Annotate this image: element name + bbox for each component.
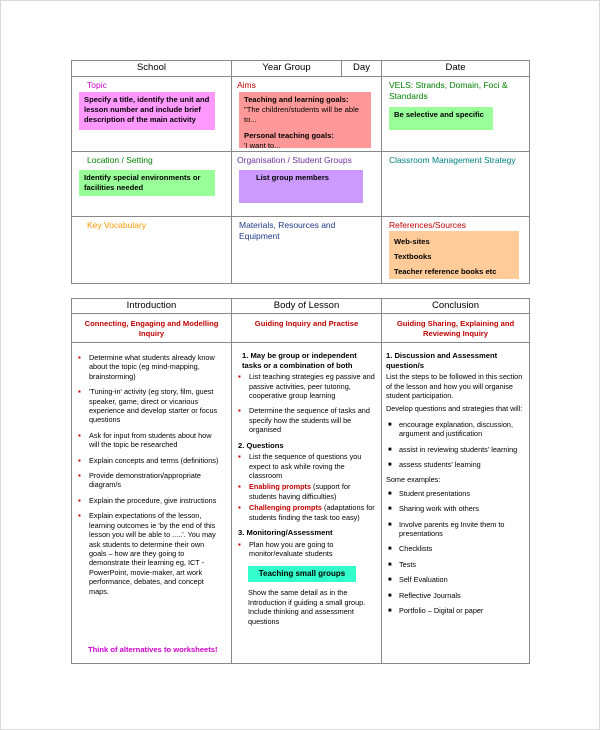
date-header [381,60,530,77]
conclusion-header-text: Conclusion [432,300,479,311]
small-groups-text: Show the same detail as in the Introduction if guiding a small group. Include thinking and assessment questions [248,588,366,626]
intro-bullet-item: ▪ Explain the procedure, give instructions [76,496,223,505]
conclusion-example-item: ■ Portfolio – Digital or paper [386,606,523,615]
classroom-label: Classroom Management Strategy [389,155,516,165]
school-header [71,60,232,77]
body-section-2-list [236,452,375,522]
intro-bullet-item: ▪ Explain expectations of the lesson, learning outcomes ie 'by the end of this lesson you will be able to .....'. You may ask students to determine their own goals – how are they going to demonstrate their learning eg, ICT - PowerPoint, movie-maker, art work performance, debates, and concept maps. [76,511,223,596]
body-header [231,298,382,314]
body-section-3-title: 3. Monitoring/Assessment [238,528,333,538]
materials-label: Materials, Resources and Equipment [239,220,336,241]
aims-line-3: Personal teaching goals: [244,131,334,140]
conclusion-example-item: ■ Checklists [386,544,523,553]
ref-item-3: Teacher reference books etc [394,267,497,276]
materials-cell [231,216,382,284]
vocab-label: Key Vocabulary [87,220,147,230]
conclusion-example-item: ■ Reflective Journals [386,591,523,600]
body-content [231,342,382,664]
body-s1-bullet-2: ▪ Determine the sequence of tasks and specify how the students will be organised [236,406,375,434]
conclusion-example-item: ■ Student presentations [386,489,523,498]
conclusion-paragraph-3: Some examples: [386,475,441,485]
conclusion-example-item: ■ Sharing work with others [386,504,523,513]
intro-bullet-item: ▪ Ask for input from students about how will the topic be researched [76,431,223,450]
conclusion-example-item: ■ Involve parents eg Invite them to presentations [386,520,523,539]
conclusion-example-item: ■ Tests [386,560,523,569]
year-group-header-text: Year Group [262,62,311,73]
conclusion-example-item: ■ Self Evaluation [386,575,523,584]
vocab-cell [71,216,232,284]
intro-bullet-item: ▪ 'Tuning-in' activity (eg story, film, guest speaker, game, direct or vicarious experience and develop starter or focus questions [76,387,223,425]
topic-box: Specify a title, identify the unit and lesson number and include brief description of the main activity [79,92,215,130]
aims-label: Aims [237,80,256,90]
aims-line-2: "The children/students will be able to... [244,105,359,124]
ref-item-1: Web-sites [394,237,430,246]
topic-label: Topic [87,80,107,90]
conclusion-bullet-list-2 [386,489,523,616]
references-label: References/Sources [389,220,467,230]
challenging-prompts-text: (adaptations for students finding the task too easy) [249,503,375,522]
aims-line-1: Teaching and learning goals: [244,95,349,104]
intro-subheader: Connecting, Engaging and Modelling Inquiry [71,313,232,343]
date-header-text: Date [445,62,466,73]
organisation-cell [231,151,382,217]
organisation-box: List group members [239,170,363,203]
vels-box: Be selective and specific [389,107,493,130]
body-section-1-title: 1. May be group or independent tasks or a combination of both [242,351,357,370]
body-s3-bullet-1: ▪ Plan how you are going to monitor/evaluate students [236,540,375,559]
ref-item-2: Textbooks [394,252,432,261]
conclusion-content [381,342,530,664]
intro-bullet-list [76,353,223,596]
topic-cell [71,76,232,152]
body-s2-bullet-1: ▪ List the sequence of questions you expect to ask while roving the classroom [236,452,375,480]
conclusion-section-1-title: 1. Discussion and Assessment question/s [386,351,498,370]
conclusion-strategy-item: ■ assist in reviewing students' learning [386,445,523,454]
day-header [341,60,382,77]
conclusion-bullet-list-1 [386,420,523,470]
conclusion-header [381,298,530,314]
day-header-text: Day [353,62,370,73]
aims-line-4: 'I want to... [244,141,281,150]
classroom-cell [381,151,530,217]
year-group-header [231,60,342,77]
references-cell [381,216,530,284]
body-s1-bullet-1: ▪ List teaching strategies eg passive and passive activities, peer tutoring, cooperative group learning [236,372,375,400]
intro-bullet-item: ▪ Explain concepts and terms (definitions) [76,456,223,465]
body-section-3-list [236,540,375,559]
conclusion-strategy-item: ■ encourage explanation, discussion, argument and justification [386,420,523,439]
enabling-prompts-text: (support for students having difficulties) [249,482,351,501]
intro-bullet-item: ▪ Provide demonstration/appropriate diagram/s [76,471,223,490]
school-header-text: School [136,62,167,73]
intro-content [71,342,232,664]
conclusion-strategy-item: ■ assess students' learning [386,460,523,469]
body-s2-bullet-2 [236,482,375,501]
aims-box [239,92,371,148]
intro-header-text: Introduction [126,300,177,311]
conclusion-subheader: Guiding Sharing, Explaining and Reviewing Inquiry [381,313,530,343]
conclusion-paragraph-2: Develop questions and strategies that will: [386,404,523,414]
intro-header [71,298,232,314]
body-s2-bullet-3 [236,503,375,522]
vels-label: VELS: Strands, Domain, Foci & Standards [389,80,508,101]
location-cell [71,151,232,217]
conclusion-paragraph-1: List the steps to be followed in this section of the lesson and how you will organise student participation. [386,372,523,400]
references-box [389,231,519,279]
intro-footer: Think of alternatives to worksheets! [88,645,218,654]
enabling-prompts-label: Enabling prompts [249,482,312,492]
intro-bullet-item: ▪ Determine what students already know about the topic (eg mind-mapping, brainstorming) [76,353,223,381]
body-section-1-list [236,372,375,434]
small-groups-box: Teaching small groups [248,566,356,582]
body-subheader: Guiding Inquiry and Practise [231,313,382,343]
vels-cell [381,76,530,152]
body-section-2-title: 2. Questions [238,440,284,450]
organisation-label: Organisation / Student Groups [237,155,352,165]
challenging-prompts-label: Challenging prompts [249,503,322,513]
aims-cell [231,76,382,152]
location-box: Identify special environments or facilities needed [79,170,215,196]
location-label: Location / Setting [87,155,153,165]
body-header-text: Body of Lesson [273,300,340,311]
